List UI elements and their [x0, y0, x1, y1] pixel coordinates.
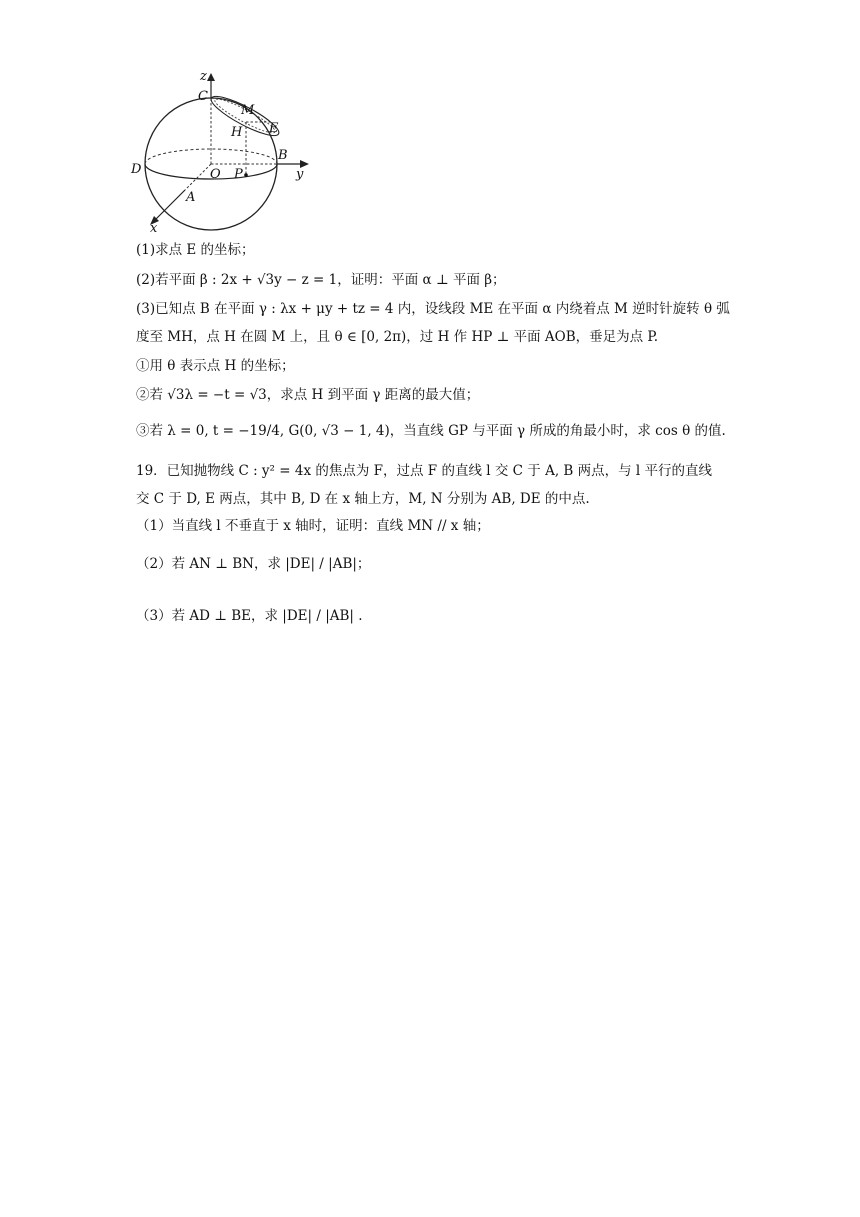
x-axis: [152, 190, 185, 223]
label-e: E: [269, 121, 279, 136]
label-b: B: [278, 148, 288, 163]
part-3-sub-2: ②若 √3λ = −t = √3，求点 H 到平面 γ 距离的最大值；: [136, 387, 480, 403]
label-c: C: [198, 89, 208, 104]
label-x: x: [150, 221, 158, 232]
part-1-question: (1)求点 E 的坐标；: [136, 242, 255, 258]
part-3-question-line-2: 度至 MH，点 H 在圆 M 上，且 θ ∈ [0, 2π)，过 H 作 HP ⊥ 平面 AOB，垂足为点 P.: [136, 329, 659, 345]
label-a: A: [186, 190, 196, 205]
x-axis-inner: [185, 164, 211, 190]
sphere-figure: [128, 70, 328, 232]
sphere-diagram: [128, 70, 328, 232]
label-d: D: [131, 162, 142, 177]
label-y: y: [296, 167, 304, 182]
part-3-sub-3: ③若 λ = 0, t = −19/4, G(0, √3 − 1, 4)，当直线 GP 与平面 γ 所成的角最小时，求 cos θ 的值.: [136, 423, 726, 439]
label-z: z: [200, 70, 207, 84]
part-2-question: (2)若平面 β : 2x + √3y − z = 1，证明：平面 α ⊥ 平面 β；: [136, 272, 506, 288]
point-p-dot: [244, 173, 248, 177]
question-19-line-2: 交 C 于 D, E 两点，其中 B, D 在 x 轴上方，M, N 分别为 AB, DE 的中点.: [136, 491, 590, 507]
question-19-part-3: （3）若 AD ⊥ BE，求 |DE| / |AB| .: [136, 608, 363, 624]
part-3-question-line-1: (3)已知点 B 在平面 γ : λx + μy + tz = 4 内，设线段 ME 在平面 α 内绕着点 M 逆时针旋转 θ 弧: [136, 301, 730, 317]
label-m: M: [241, 103, 255, 118]
label-h: H: [231, 125, 243, 140]
question-19-line-1: 19．已知抛物线 C : y² = 4x 的焦点为 F，过点 F 的直线 l 交 C 于 A, B 两点，与 l 平行的直线: [136, 463, 713, 479]
label-o: O: [210, 167, 221, 182]
question-19-part-2: （2）若 AN ⊥ BN，求 |DE| / |AB|；: [136, 556, 371, 572]
z-arrow: [207, 73, 215, 81]
part-3-sub-1: ①用 θ 表示点 H 的坐标；: [136, 358, 295, 374]
label-p: P: [234, 167, 243, 182]
question-19-part-1: （1）当直线 l 不垂直于 x 轴时，证明：直线 MN // x 轴；: [136, 518, 490, 534]
